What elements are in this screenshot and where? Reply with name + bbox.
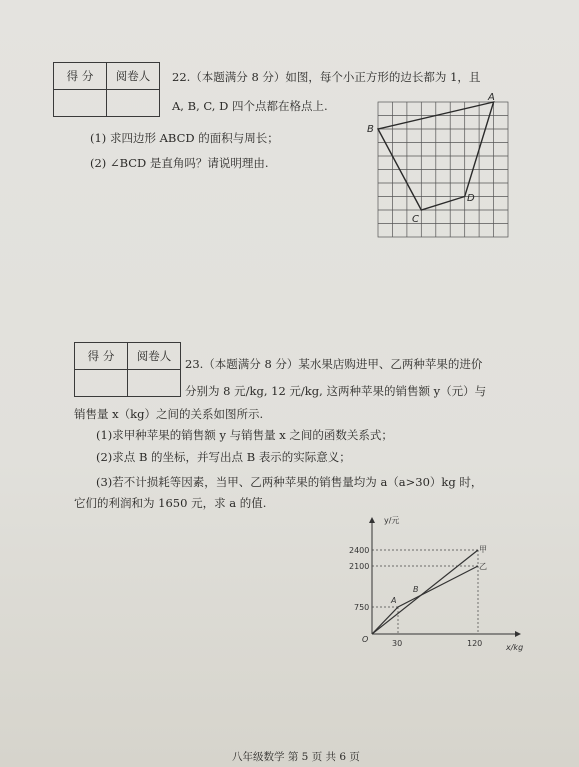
y-tick-2400: 2400	[349, 546, 370, 555]
point-a-label: A	[488, 92, 495, 103]
q23-intro-line2: 分别为 8 元/kg, 12 元/kg, 这两种苹果的销售额 y（元）与	[185, 384, 487, 398]
q22-sub1: (1) 求四边形 ABCD 的面积与周长；	[90, 131, 279, 145]
point-d-label: D	[467, 193, 475, 204]
grader-cell[interactable]	[128, 370, 181, 397]
score-cell[interactable]	[54, 90, 107, 117]
score-header: 得 分	[75, 343, 128, 370]
origin-label: O	[362, 635, 369, 644]
grid-lines	[378, 102, 508, 237]
point-b-label: B	[413, 585, 419, 594]
score-box-22	[53, 62, 160, 117]
series-label-yi: 乙	[479, 562, 487, 571]
q23-sub3-line2: 它们的利润和为 1650 元，求 a 的值.	[74, 496, 267, 510]
grader-header: 阅卷人	[128, 343, 181, 370]
x-axis-label: x/kg	[506, 643, 524, 652]
point-b-label: B	[367, 124, 374, 135]
score-box-23	[74, 342, 181, 397]
x-tick-120: 120	[467, 639, 483, 648]
q23-sub1: (1)求甲种苹果的销售额 y 与销售量 x 之间的函数关系式；	[96, 428, 393, 442]
line-jia	[372, 550, 478, 634]
y-axis-label: y/元	[384, 516, 400, 525]
y-tick-2100: 2100	[349, 562, 370, 571]
series-label-jia: 甲	[479, 545, 487, 554]
q22-sub2: (2) ∠BCD 是直角吗？请说明理由.	[90, 156, 269, 170]
point-c-label: C	[412, 214, 419, 225]
q22-grid-figure	[364, 92, 524, 242]
score-header: 得 分	[54, 63, 107, 90]
x-tick-30: 30	[392, 639, 403, 648]
y-tick-750: 750	[354, 603, 370, 612]
grader-header: 阅卷人	[107, 63, 160, 90]
page-footer: 八年级数学 第 5 页 共 6 页	[232, 751, 360, 763]
score-cell[interactable]	[75, 370, 128, 397]
q23-sub2: (2)求点 B 的坐标，并写出点 B 表示的实际意义；	[96, 450, 351, 464]
q23-intro-line1: 23.（本题满分 8 分）某水果店购进甲、乙两种苹果的进价	[185, 357, 483, 371]
q23-sales-graph	[340, 512, 540, 657]
q22-intro-line1: 22.（本题满分 8 分）如图，每个小正方形的边长都为 1，且	[172, 70, 481, 84]
grader-cell[interactable]	[107, 90, 160, 117]
q22-intro-line2: A, B, C, D 四个点都在格点上.	[172, 99, 328, 113]
q23-intro-line3: 销售量 x（kg）之间的关系如图所示.	[74, 407, 264, 421]
q23-sub3-line1: (3)若不计损耗等因素，当甲、乙两种苹果的销售量均为 a（a>30）kg 时，	[96, 475, 483, 489]
point-a-label: A	[391, 596, 397, 605]
line-yi	[372, 566, 478, 634]
